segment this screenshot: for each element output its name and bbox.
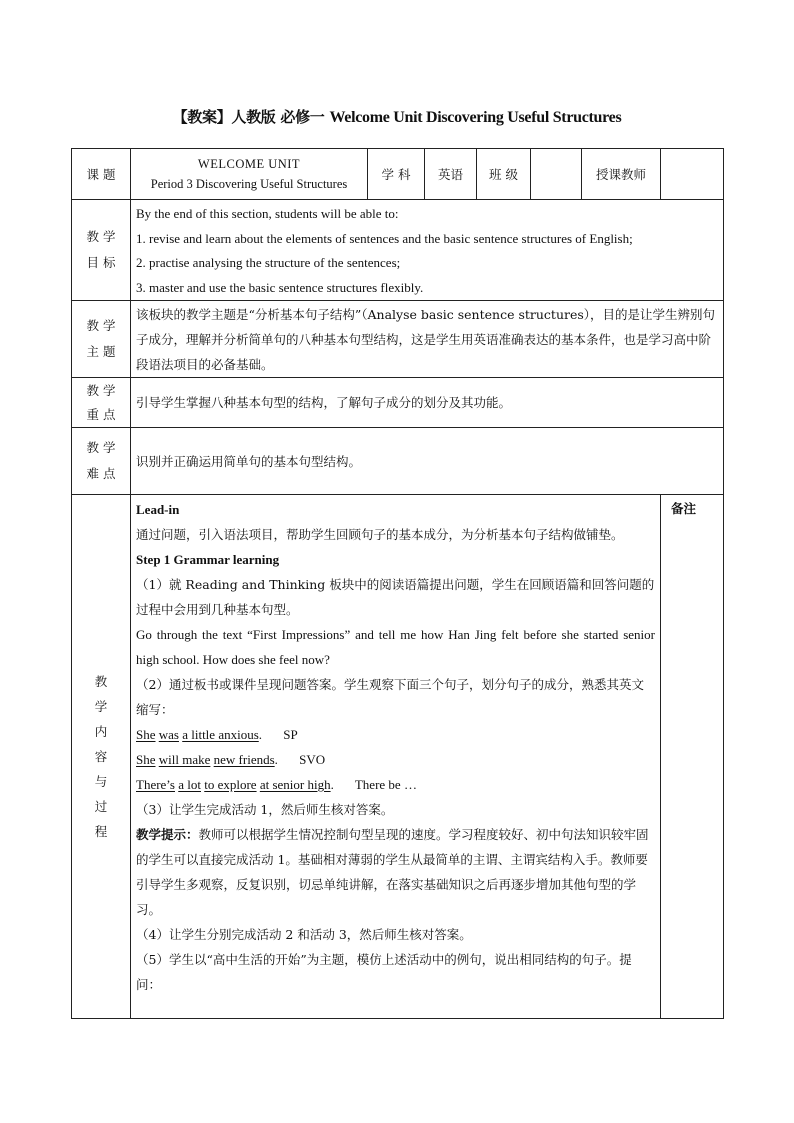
objectives-label (72, 200, 131, 301)
subject-value: 英语 (425, 149, 477, 200)
process-label-char: 容 (94, 749, 108, 764)
theme-row (72, 301, 724, 378)
ex1-verb: was (158, 727, 179, 742)
process-label-char: 与 (94, 774, 108, 789)
step1-heading: Step 1 Grammar learning (136, 552, 280, 567)
ex3-subject: a lot (178, 777, 201, 792)
page-title (0, 106, 794, 127)
process-item-3: （3）让学生完成活动 1，然后师生核对答案。 (136, 802, 394, 817)
objectives-label-line1: 教 学 (86, 229, 116, 244)
class-value (531, 149, 582, 200)
objectives-line: By the end of this section, students will be able to: (136, 206, 399, 221)
leadin-heading: Lead-in (136, 502, 180, 517)
ex2-tag: SVO (299, 752, 326, 767)
process-item-1: （1）就 Reading and Thinking 板块中的阅读语篇提出问题，学生在回顾语篇和回答问题的过程中会用到几种基本句型。 (136, 577, 655, 617)
ex1-predicative: a little anxious (182, 727, 259, 742)
process-item-2: （2）通过板书或课件呈现问题答案。学生观察下面三个句子，划分句子的成分，熟悉其英文缩写： (136, 677, 644, 717)
difficulties-content: 识别并正确运用简单句的基本句型结构。 (131, 428, 724, 495)
ex3-end: . (330, 777, 334, 792)
ex3-adverbial: at senior high (259, 777, 331, 792)
key-points-row (72, 378, 724, 428)
theme-content: 该板块的教学主题是“分析基本句子结构”（Analyse basic sentence structures），目的是让学生辨别句子成分，理解并分析简单句的八种基本句型结构，这是学生用英语准确表达的基本条件，也是学习高中阶段语法项目的必备基础。 (131, 301, 724, 378)
ex2-end: . (274, 752, 278, 767)
key-points-label-line1: 教 学 (86, 382, 116, 398)
ex2-verb: will make (158, 752, 211, 767)
ex1-end: . (258, 727, 263, 742)
ex3-tag: There be … (354, 777, 417, 792)
ex2-subject: She (136, 752, 156, 767)
objectives-line: 3. master and use the basic sentence structures flexibly. (136, 279, 424, 295)
objectives-row (72, 200, 724, 301)
class-label: 班 级 (477, 149, 531, 200)
difficulties-label (72, 428, 131, 495)
ex1-subject: She (136, 727, 156, 742)
header-row (72, 149, 724, 200)
process-label-char: 程 (94, 824, 108, 839)
process-label-char: 教 (94, 674, 108, 689)
title-english: Welcome Unit Discovering Useful Structures (329, 109, 622, 126)
ex1-tag: SP (283, 727, 298, 742)
process-content (131, 495, 661, 1019)
objectives-line: 2. practise analysing the structure of the sentences; (136, 255, 401, 270)
objectives-content (131, 200, 724, 301)
difficulties-label-line2: 难 点 (86, 466, 116, 481)
key-points-content: 引导学生掌握八种基本句型的结构，了解句子成分的划分及其功能。 (131, 378, 724, 428)
objectives-line: 1. revise and learn about the elements of sentences and the basic sentence structures of English; (136, 230, 633, 246)
process-label-char: 过 (94, 799, 108, 814)
course-unit: WELCOME UNIT (197, 157, 301, 171)
theme-label-line1: 教 学 (86, 318, 116, 333)
course-label: 课 题 (72, 149, 131, 200)
difficulties-label-line1: 教 学 (86, 440, 116, 455)
process-row (72, 495, 724, 1019)
teacher-label: 授课教师 (582, 149, 661, 200)
ex3-attribute: to explore (204, 777, 257, 792)
example-sentence-1 (136, 722, 655, 747)
notes-label: 备注 (661, 495, 724, 1019)
example-sentence-2 (136, 747, 655, 772)
title-prefix: 【教案】人教版 必修一 (172, 108, 325, 126)
key-points-label (72, 378, 131, 428)
key-points-label-line2: 重 点 (86, 406, 116, 422)
teacher-value (661, 149, 724, 200)
theme-label (72, 301, 131, 378)
tip-text: 教师可以根据学生情况控制句型呈现的速度。学习程度较好、初中句法知识较牢固的学生可以直接完成活动 1。基础相对薄弱的学生从最简单的主谓、主谓宾结构入手。教师要引导学生多观察，反复识别，切忌单纯讲解，在落实基础知识之后再逐步增加其他句型的学习。 (136, 827, 649, 917)
process-label-char: 内 (94, 724, 108, 739)
process-item-4: （4）让学生分别完成活动 2 和活动 3，然后师生核对答案。 (136, 927, 472, 942)
ex3-there-be: There’s (136, 777, 175, 792)
process-item-5: （5）学生以“高中生活的开始”为主题，模仿上述活动中的例句，说出相同结构的句子。提问： (136, 952, 632, 992)
example-sentence-3 (136, 772, 655, 797)
process-label-char: 学 (94, 699, 108, 714)
course-title-cell (131, 149, 368, 200)
leadin-text: 通过问题，引入语法项目，帮助学生回顾句子的基本成分，为分析基本句子结构做铺垫。 (136, 527, 624, 542)
course-period: Period 3 Discovering Useful Structures (150, 177, 348, 191)
lesson-plan-table (71, 148, 724, 1019)
theme-label-line2: 主 题 (86, 344, 116, 359)
objectives-label-line2: 目 标 (86, 255, 116, 270)
subject-label: 学 科 (368, 149, 425, 200)
teaching-tip (136, 822, 655, 922)
tip-label: 教学提示： (136, 827, 199, 842)
difficulties-row (72, 428, 724, 495)
ex2-object: new friends (213, 752, 275, 767)
question-text: Go through the text “First Impressions” and tell me how Han Jing felt before she started senior high school. How does she feel now? (136, 627, 655, 667)
process-label (72, 495, 131, 1019)
